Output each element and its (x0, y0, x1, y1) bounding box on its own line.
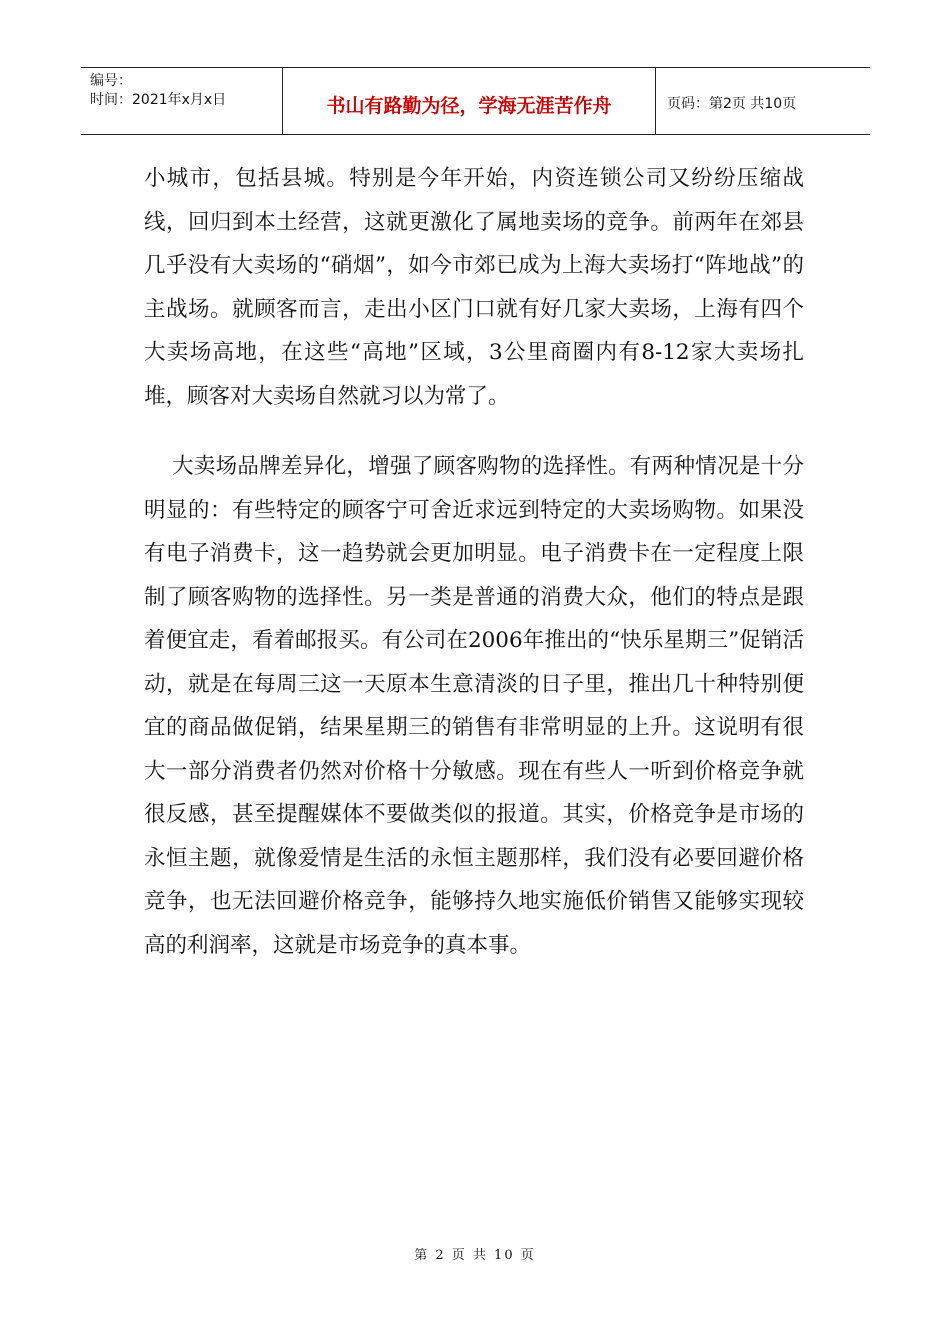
document-date-label: 时间：2021年x月x日 (90, 92, 227, 108)
header-page-cell (656, 68, 870, 134)
page-footer: 第 2 页 共 10 页 (414, 1248, 536, 1263)
header-motto: 书山有路勤为径，学海无涯苦作舟 (326, 94, 612, 117)
document-body (144, 157, 804, 967)
header-motto-cell (283, 68, 656, 134)
document-number-label: 编号： (90, 73, 132, 89)
header-page-info: 页码：第2页 共10页 (667, 96, 797, 112)
body-paragraph-1: 小城市，包括县城。特别是今年开始，内资连锁公司又纷纷压缩战线，回归到本土经营，这就更激化了属地卖场的竞争。前两年在郊县几乎没有大卖场的“硝烟”，如今市郊已成为上海大卖场打“阵地战”的主战场。就顾客而言，走出小区门口就有好几家大卖场，上海有四个大卖场高地，在这些“高地”区域，3公里商圈内有8-12家大卖场扎堆，顾客对大卖场自然就习以为常了。 (144, 166, 804, 409)
header-meta-cell (81, 68, 283, 134)
page-header (81, 67, 870, 135)
body-paragraph-2: 大卖场品牌差异化，增强了顾客购物的选择性。有两种情况是十分明显的：有些特定的顾客宁可舍近求远到特定的大卖场购物。如果没有电子消费卡，这一趋势就会更加明显。电子消费卡在一定程度上限制了顾客购物的选择性。另一类是普通的消费大众，他们的特点是跟着便宜走，看着邮报买。有公司在2006年推出的“快乐星期三”促销活动，就是在每周三这一天原本生意清淡的日子里，推出几十种特别便宜的商品做促销，结果星期三的销售有非常明显的上升。这说明有很大一部分消费者仍然对价格十分敏感。现在有些人一听到价格竞争就很反感，甚至提醒媒体不要做类似的报道。其实，价格竞争是市场的永恒主题，就像爱情是生活的永恒主题那样，我们没有必要回避价格竞争，也无法回避价格竞争，能够持久地实施低价销售又能够实现较高的利润率，这就是市场竞争的真本事。 (144, 454, 804, 958)
